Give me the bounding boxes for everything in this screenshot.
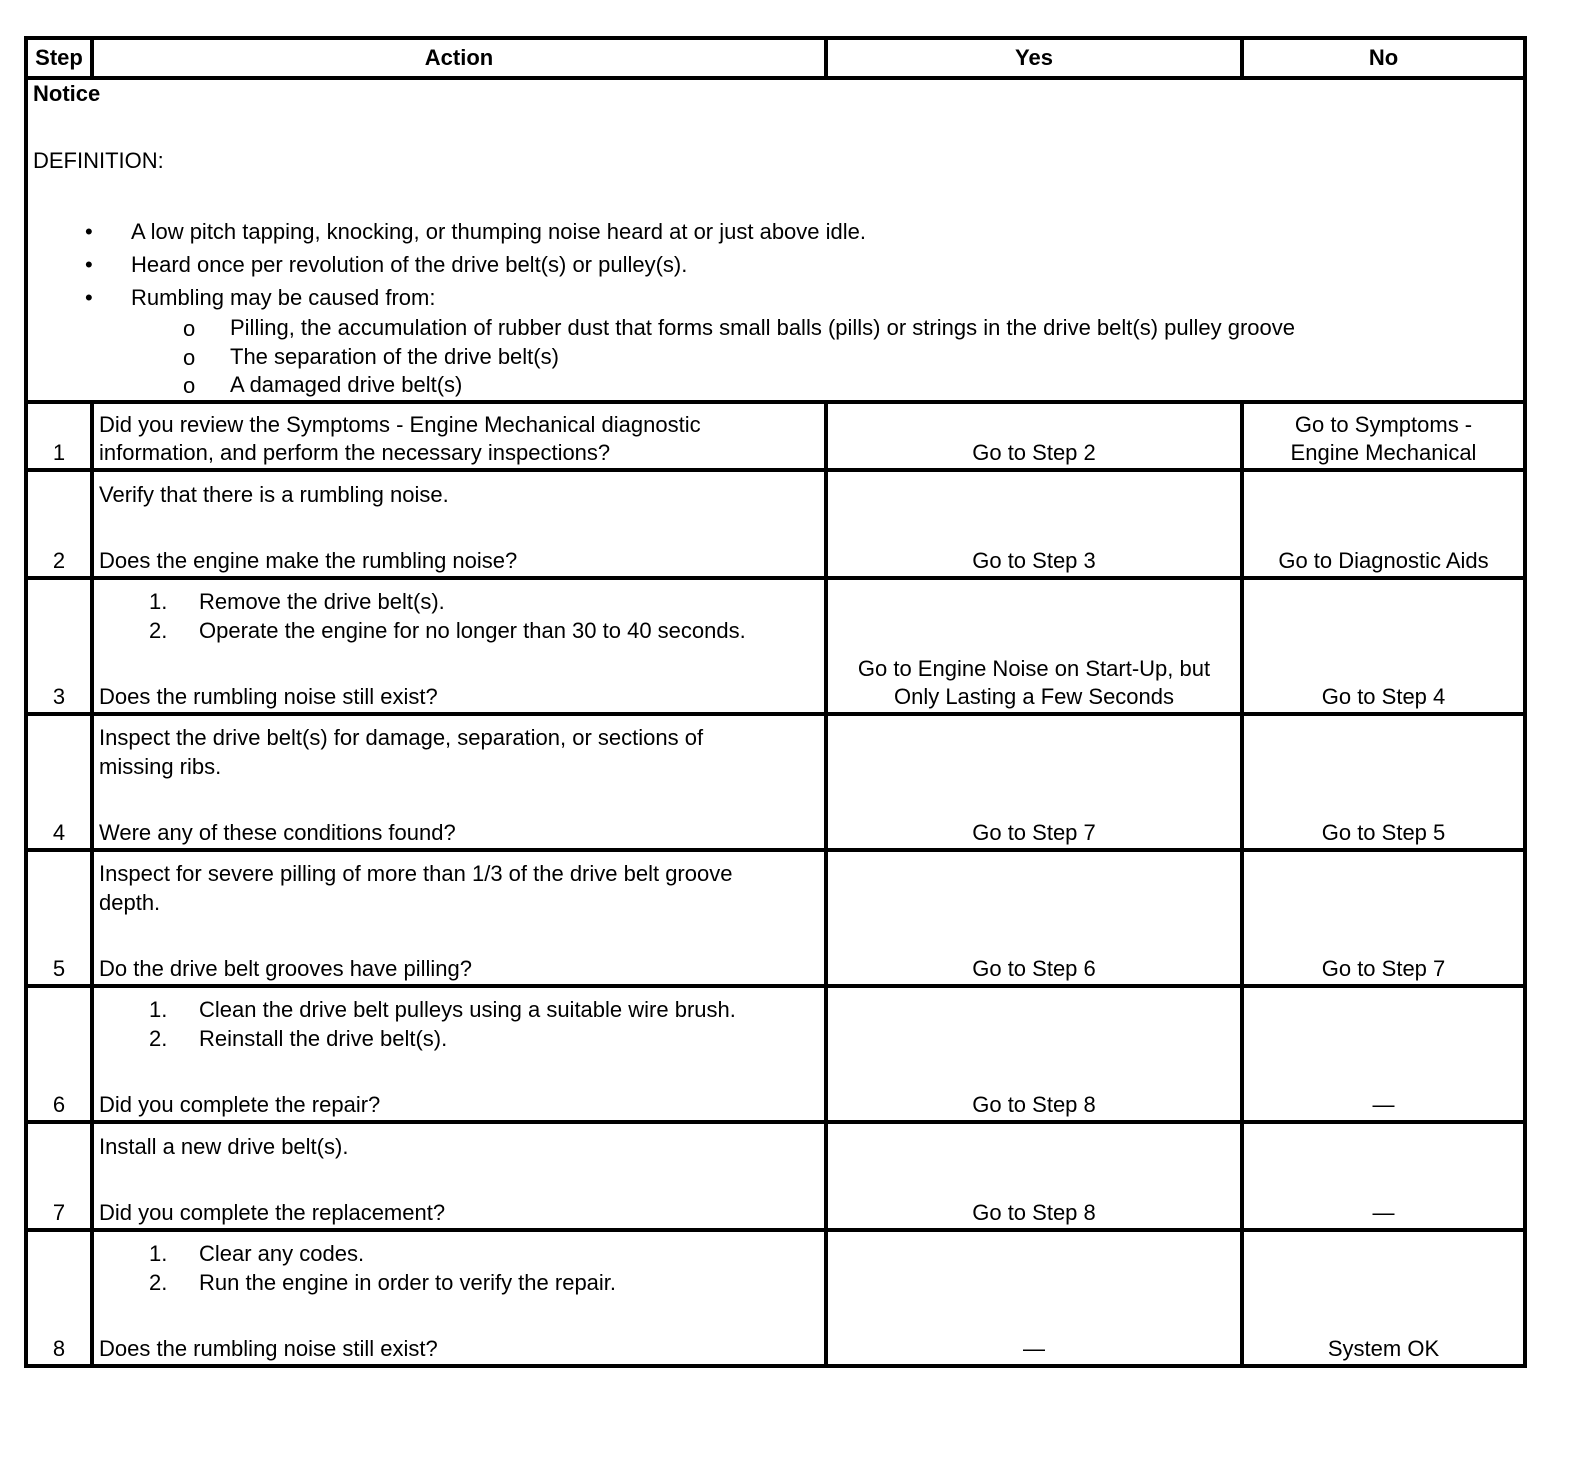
yes-cell: Go to Step 7 <box>826 714 1242 850</box>
procedure-list <box>99 996 819 1053</box>
notice-row <box>26 78 1525 402</box>
no-cell: Go to Diagnostic Aids <box>1242 470 1525 578</box>
list-item: 2. Run the engine in order to verify the repair. <box>149 1269 617 1295</box>
yes-header: Yes <box>826 38 1242 78</box>
yes-cell: — <box>826 1230 1242 1366</box>
definition-list <box>33 215 1518 400</box>
header-row <box>26 38 1525 78</box>
list-item: 2. Reinstall the drive belt(s). <box>149 1025 448 1051</box>
list-item: 1. Clean the drive belt pulleys using a suitable wire brush. <box>149 997 736 1022</box>
no-cell: Go to Step 5 <box>1242 714 1525 850</box>
step-number: 7 <box>26 1122 92 1230</box>
circle-bullet-icon: o <box>183 373 196 398</box>
step-number: 5 <box>26 850 92 986</box>
list-item: 1. Remove the drive belt(s). <box>149 589 445 614</box>
action-cell: Inspect for severe pilling of more than 1/3 of the drive belt groove depth. Do the drive belt grooves have pilling? <box>92 850 826 986</box>
no-header: No <box>1242 38 1525 78</box>
no-cell: System OK <box>1242 1230 1525 1366</box>
step-number: 2 <box>26 470 92 578</box>
table-row <box>26 470 1525 578</box>
action-cell: Install a new drive belt(s). Did you complete the replacement? <box>92 1122 826 1230</box>
notice-cell <box>26 78 1525 402</box>
table-row <box>26 1230 1525 1366</box>
step-number: 6 <box>26 986 92 1122</box>
definition-label: DEFINITION: <box>33 147 164 173</box>
list-item: • Heard once per revolution of the drive belt(s) or pulley(s). <box>33 248 1518 281</box>
table-row <box>26 578 1525 714</box>
list-item: • Rumbling may be caused from: o Pilling, the accumulation of rubber dust that forms small balls (pills) or strings in the drive belt(s) pulley groove o The separation of the drive belt(s) o A damaged drive belt(s) <box>33 281 1518 400</box>
table-row <box>26 1122 1525 1230</box>
list-item: • A low pitch tapping, knocking, or thumping noise heard at or just above idle. <box>33 215 1518 248</box>
list-item: 1. Clear any codes. <box>149 1241 365 1266</box>
bullet-icon: • <box>85 252 93 277</box>
list-item: o A damaged drive belt(s) <box>131 371 1518 400</box>
no-cell: Go to Symptoms - Engine Mechanical <box>1242 402 1525 470</box>
yes-cell: Go to Engine Noise on Start-Up, but Only Lasting a Few Seconds <box>826 578 1242 714</box>
notice-title: Notice <box>33 81 101 106</box>
procedure-list <box>99 588 819 645</box>
step-number: 3 <box>26 578 92 714</box>
no-cell: Go to Step 7 <box>1242 850 1525 986</box>
yes-cell: Go to Step 6 <box>826 850 1242 986</box>
step-header: Step <box>26 38 92 78</box>
list-item: o Pilling, the accumulation of rubber dust that forms small balls (pills) or strings in the drive belt(s) pulley groove <box>131 314 1518 343</box>
action-cell: 1. Remove the drive belt(s). 2. Operate the engine for no longer than 30 to 40 seconds. Does the rumbling noise still exist? <box>92 578 826 714</box>
yes-cell: Go to Step 2 <box>826 402 1242 470</box>
action-cell: Inspect the drive belt(s) for damage, separation, or sections of missing ribs. Were any of these conditions found? <box>92 714 826 850</box>
yes-cell: Go to Step 8 <box>826 986 1242 1122</box>
action-cell: 1. Clear any codes. 2. Run the engine in order to verify the repair. Does the rumbling noise still exist? <box>92 1230 826 1366</box>
diagnostic-table <box>24 36 1527 1368</box>
step-number: 4 <box>26 714 92 850</box>
bullet-icon: • <box>85 285 93 310</box>
circle-bullet-icon: o <box>183 344 196 370</box>
table-row <box>26 850 1525 986</box>
action-cell: 1. Clean the drive belt pulleys using a suitable wire brush. 2. Reinstall the drive belt(s). Did you complete the repair? <box>92 986 826 1122</box>
action-cell: Did you review the Symptoms - Engine Mechanical diagnostic information, and perform the necessary inspections? <box>92 402 826 470</box>
table-row <box>26 986 1525 1122</box>
bullet-icon: • <box>85 219 93 244</box>
list-item: o The separation of the drive belt(s) <box>131 343 1518 372</box>
no-cell: Go to Step 4 <box>1242 578 1525 714</box>
procedure-list <box>99 1240 819 1297</box>
cause-list <box>131 314 1518 400</box>
no-cell: — <box>1242 986 1525 1122</box>
circle-bullet-icon: o <box>183 316 196 341</box>
no-cell: — <box>1242 1122 1525 1230</box>
yes-cell: Go to Step 8 <box>826 1122 1242 1230</box>
table-row <box>26 402 1525 470</box>
action-cell: Verify that there is a rumbling noise. Does the engine make the rumbling noise? <box>92 470 826 578</box>
step-number: 1 <box>26 402 92 470</box>
yes-cell: Go to Step 3 <box>826 470 1242 578</box>
list-item: 2. Operate the engine for no longer than 30 to 40 seconds. <box>149 617 746 643</box>
action-header: Action <box>92 38 826 78</box>
table-row <box>26 714 1525 850</box>
step-number: 8 <box>26 1230 92 1366</box>
